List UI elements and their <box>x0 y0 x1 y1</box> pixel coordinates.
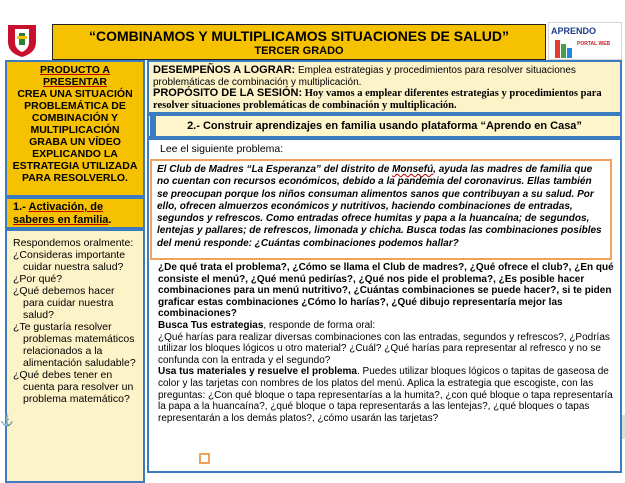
step2-heading <box>147 114 622 138</box>
strategies-text: ¿Qué harías para realizar diversas combinaciones con las entradas, segundos y refrescos?, ¿Podrías utilizar los bloques lógicos u otro material? ¿Cuál? ¿Qué harías para representar al refresco y no se confunda con la entrada y el segundo? <box>158 331 610 366</box>
anchor-icon: ⚓ <box>0 415 14 427</box>
question-item: ¿Consideras importante cuidar nuestra salud? <box>13 249 126 273</box>
question-item: ¿Qué debemos hacer para cuidar nuestra salud? <box>13 285 115 321</box>
questions-intro: Respondemos oralmente: <box>13 237 134 249</box>
question-item: ¿Qué debes tener en cuenta para resolver un problema matemático? <box>13 369 134 405</box>
product-box <box>5 60 145 197</box>
page-subtitle: TERCER GRADO <box>254 45 344 57</box>
aprendo-logo <box>548 22 622 60</box>
checkbox-shape <box>199 453 210 464</box>
strategies-label: Busca Tus estrategias <box>158 319 264 331</box>
desempenos-label: DESEMPEÑOS A LOGRAR: <box>153 64 296 76</box>
comprehension-questions: ¿De qué trata el problema?, ¿Cómo se llama el Club de madres?, ¿Qué ofrece el club?, ¿En qué consiste el menú?, ¿Qué menú pedirías?, ¿Qué nos pide el problema?, ¿Es posible hacer combinaciones para un menú nutritivo?, ¿Cuántas combinaciones se puede hacer?, si te piden graficar estas combinaciones ¿Cómo lo harías?, ¿Qué dibujo representaría mejor las combinaciones? <box>158 262 614 320</box>
materials-label: Usa tus materiales y resuelve el problema <box>158 366 357 378</box>
product-heading: PRODUCTO A PRESENTAR <box>39 64 110 88</box>
objectives-box <box>147 60 622 114</box>
strategies-intro: , responde de forma oral: <box>263 319 376 331</box>
product-text: CREA UNA SITUACIÓN PROBLEMÁTICA DE COMBINACIÓN Y MULTIPLICACIÓN GRABA UN VÍDEO EXPLICANDO LA ESTRATEGIA UTILIZADA PARA RESOLVERLO. <box>12 88 138 184</box>
questions-box <box>5 229 145 483</box>
school-crest-icon <box>3 22 41 58</box>
activation-heading <box>5 197 145 229</box>
lead-text: Lee el siguiente problema: <box>160 143 284 155</box>
desempenos-text: Emplea estrategias y procedimientos para resolver situaciones problemáticas de combinación y multiplicación. <box>153 65 576 88</box>
step2-marker <box>150 116 156 136</box>
instructions-text <box>158 262 614 424</box>
proposito-text: Hoy vamos a emplear diferentes estrategias y procedimientos para resolver situaciones problemáticas de combinación y multiplicación. <box>153 88 602 111</box>
materials-text: . Puedes utilizar bloques lógicos o tapitas de gaseosa de color y las tarjetas con nombres de los platos del menú. Aplica la estrategia que escogiste, con las preguntas: ¿Con qué bloque o tapa representarías a la humita?, ¿con qué bloque o tapa representaría la papa a la huancaína?, ¿qué bloque o tapa representarás a las lentejas?, ¿qué bloques o tapas representarán a los demás platos?, ¿cómo usarán las tarjetas? <box>158 366 613 424</box>
activation-period: . <box>108 214 112 226</box>
problem-place: Monsefú <box>392 164 434 175</box>
problem-box <box>150 159 612 260</box>
logo-text: APRENDO <box>551 26 597 36</box>
title-banner <box>52 24 546 60</box>
proposito-label: PROPÓSITO DE LA SESIÓN: <box>153 87 303 99</box>
question-item: ¿Te gustaría resolver problemas matemáticos relacionados a la alimentación saludable? <box>13 321 136 369</box>
problem-text-start: El Club de Madres “La Esperanza” del distrito de <box>157 164 393 175</box>
question-item: ¿Por qué? <box>13 273 63 285</box>
step2-label: 2.- Construir aprendizajes en familia usando plataforma “Aprendo en Casa” <box>187 120 582 132</box>
logo-subtext: PORTAL WEB <box>577 41 611 47</box>
problem-text-rest: , ayuda las madres de familia que no cuentan con recursos económicos, debido a la pandemia del coronavirus. Ellas también se preocupan porque los niños consuman alimentos sanos que contribuyan a su salud. Por ello, ofrecen almuerzos económicos y nutritivos, haciendo combinaciones de entradas, segundos y refrescos. Como entradas ofrece humitas y papa a la huancaína; de segundos, lentejas y pallares; de refrescos, limonada y chicha. Busca todas las combinaciones posibles del menú responde: ¿Cuántas combinaciones podemos hallar? <box>157 164 602 249</box>
page-title: “COMBINAMOS Y MULTIPLICAMOS SITUACIONES DE SALUD” <box>88 28 509 44</box>
activation-number: 1.- <box>13 201 26 213</box>
activation-title: Activación, de saberes en familia <box>13 201 109 226</box>
